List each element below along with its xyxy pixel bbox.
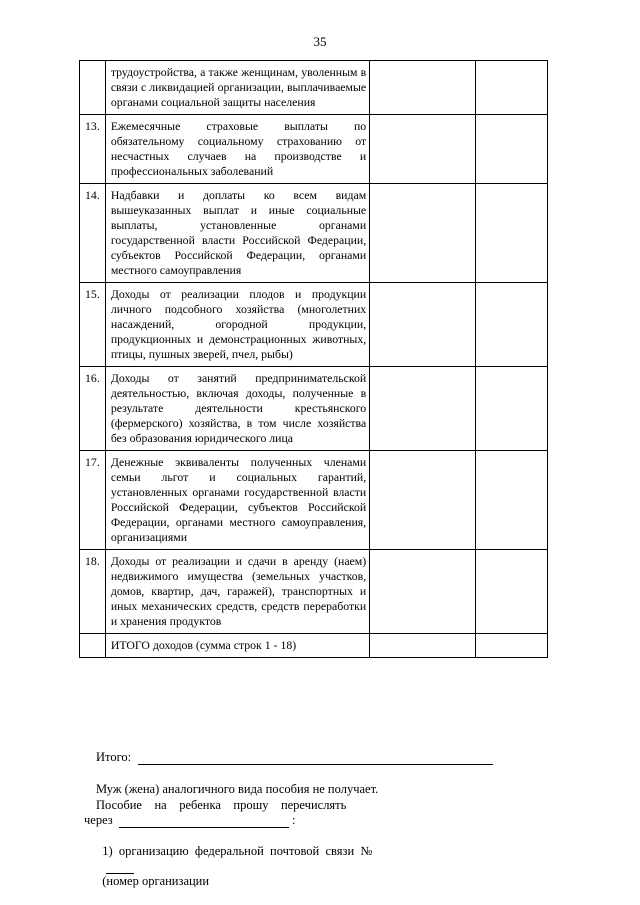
- amount-cell[interactable]: [370, 115, 476, 184]
- row-number: 15.: [80, 283, 106, 367]
- table-row: [80, 451, 548, 550]
- row-description: Доходы от занятий предпринимательской деятельностью, включая доходы, полученные в результате деятельности крестьянского (фермерского) хозяйства, в том числе хозяйства без образования юридического лица: [105, 367, 369, 451]
- table-row: [80, 115, 548, 184]
- page-number: 35: [313, 34, 327, 49]
- row-description: Доходы от реализации плодов и продукции личного подсобного хозяйства (многолетних насаждений, огородной продукции, продукционных и демонстрационных животных, птицы, пушных зверей, пчел, рыбы): [105, 283, 369, 367]
- row-description: ИТОГО доходов (сумма строк 1 - 18): [105, 634, 369, 658]
- option-1-tail: (номер организации: [102, 874, 210, 888]
- row-description: Денежные эквиваленты полученных членами семьи льгот и социальных гарантий, установленных органами государственной власти Российской Федерации, субъектов Российской Федерации, органами местного самоуправления, организациями: [105, 451, 369, 550]
- through-label: через: [84, 813, 113, 827]
- table-row: [80, 367, 548, 451]
- row-number: [80, 634, 106, 658]
- amount-cell[interactable]: [370, 550, 476, 634]
- option-1-line: [96, 829, 372, 889]
- through-colon: :: [291, 813, 296, 827]
- note-cell[interactable]: [476, 367, 548, 451]
- row-description: Ежемесячные страховые выплаты по обязательному социальному страхованию от несчастных случаев на производстве и профессиональных заболеваний: [105, 115, 369, 184]
- allowance-statement: Пособие на ребенка прошу перечислять: [96, 798, 347, 812]
- row-description: трудоустройства, а также женщинам, уволенным в связи с ликвидацией организации, выплачиваемые органами социальной защиты населения: [105, 61, 369, 115]
- row-description: Доходы от реализации и сдачи в аренду (наем) недвижимого имущества (земельных участков, домов, квартир, дач, гаражей), транспортных и иных механических средств, средств переработки и хранения продуктов: [105, 550, 369, 634]
- note-cell[interactable]: [476, 634, 548, 658]
- note-cell[interactable]: [476, 550, 548, 634]
- spouse-statement: Муж (жена) аналогичного вида пособия не получает.: [96, 782, 379, 796]
- option-1-text: 1) организацию федеральной почтовой связи №: [102, 844, 373, 858]
- note-cell[interactable]: [476, 61, 548, 115]
- through-line: [84, 813, 295, 828]
- table-row: [80, 184, 548, 283]
- itogo-line: [96, 750, 493, 765]
- table-row: [80, 283, 548, 367]
- table-row: [80, 61, 548, 115]
- row-number: 18.: [80, 550, 106, 634]
- amount-cell[interactable]: [370, 283, 476, 367]
- table-row: [80, 634, 548, 658]
- row-number: [80, 61, 106, 115]
- note-cell[interactable]: [476, 115, 548, 184]
- row-number: 16.: [80, 367, 106, 451]
- amount-cell[interactable]: [370, 451, 476, 550]
- amount-cell[interactable]: [370, 61, 476, 115]
- table-row: [80, 550, 548, 634]
- row-number: 17.: [80, 451, 106, 550]
- itogo-label: Итого:: [96, 750, 132, 764]
- income-table: [79, 60, 548, 658]
- itogo-blank[interactable]: [138, 764, 493, 765]
- row-number: 14.: [80, 184, 106, 283]
- note-cell[interactable]: [476, 283, 548, 367]
- row-number: 13.: [80, 115, 106, 184]
- note-cell[interactable]: [476, 451, 548, 550]
- amount-cell[interactable]: [370, 367, 476, 451]
- amount-cell[interactable]: [370, 184, 476, 283]
- amount-cell[interactable]: [370, 634, 476, 658]
- row-description: Надбавки и доплаты ко всем видам вышеуказанных выплат и иные социальные выплаты, установленные органами государственной власти Российской Федерации, субъектов Российской Федерации, органами местного самоуправления: [105, 184, 369, 283]
- note-cell[interactable]: [476, 184, 548, 283]
- through-blank[interactable]: [119, 827, 289, 828]
